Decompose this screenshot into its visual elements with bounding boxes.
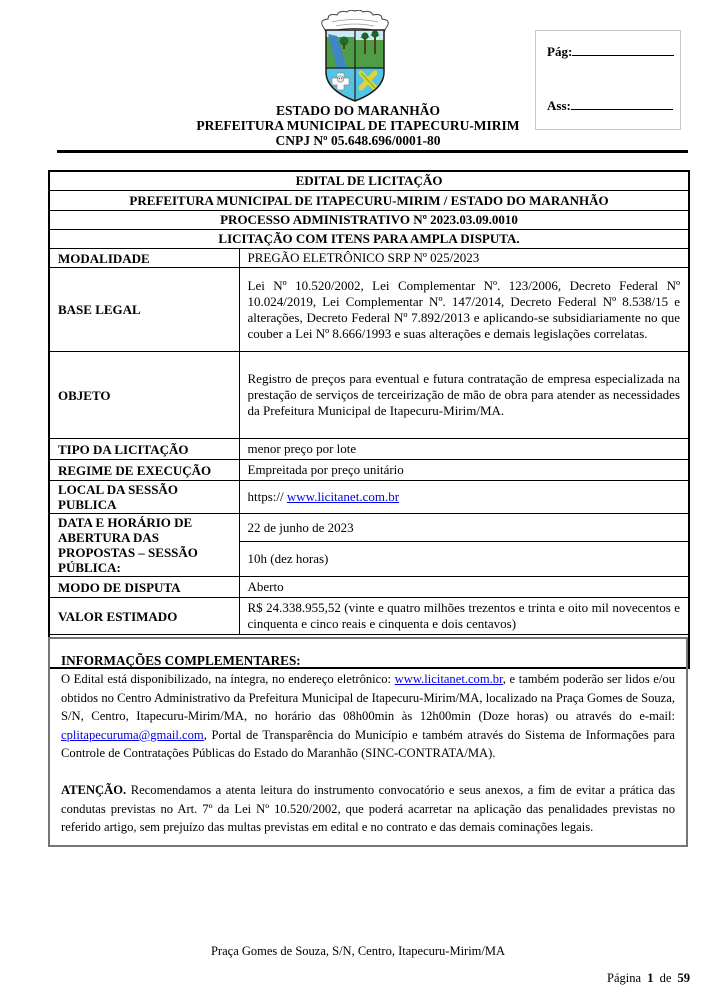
letterhead-state: ESTADO DO MARANHÃO: [275, 103, 440, 118]
table-title-ampla-disputa: LICITAÇÃO COM ITENS PARA AMPLA DISPUTA.: [49, 230, 689, 249]
data-horario-label: DATA E HORÁRIO DE ABERTURA DAS PROPOSTAS – SESSÃO PÚBLICA:: [49, 514, 239, 577]
page-signature-box: [535, 30, 681, 130]
footer-address: Praça Gomes de Souza, S/N, Centro, Itapecuru-Mirim/MA: [210, 944, 506, 958]
letterhead-cnpj: CNPJ Nº 05.648.696/0001-80: [275, 133, 441, 148]
letterhead-city: PREFEITURA MUNICIPAL DE ITAPECURU-MIRIM: [196, 118, 520, 133]
attention-label: ATENÇÃO.: [61, 782, 127, 797]
table-title-edital: EDITAL DE LICITAÇÃO: [49, 171, 689, 191]
pag-field: [547, 43, 674, 60]
informacoes-complementares-box: [48, 637, 688, 847]
licitanet-link[interactable]: www.licitanet.com.br: [286, 489, 400, 504]
tipo-licitacao-value: menor preço por lote: [239, 439, 689, 460]
header-rule: [57, 150, 688, 153]
data-abertura-value: 22 de junho de 2023: [239, 514, 689, 542]
email-link[interactable]: cplitapecuruma@gmail.com: [61, 727, 204, 742]
valor-estimado-label: VALOR ESTIMADO: [49, 598, 239, 635]
objeto-value: Registro de preços para eventual e futura contratação de empresa especializada na prestação de serviços de terceirização de mão de obra para atender as necessidades da Prefeitura Municipal de Itapecuru-Mirim/MA.: [239, 352, 689, 439]
local-sessao-value: [239, 481, 689, 514]
tipo-licitacao-label: TIPO DA LICITAÇÃO: [49, 439, 239, 460]
info-paragraph: [61, 670, 675, 763]
info-text-3: , Portal de Transparência do Município e também através do Sistema de Informações para Controle de Contratações Públicas do Estado do Maranhão (SINC-CONTRATA/MA).: [61, 727, 675, 761]
info-box-title: INFORMAÇÕES COMPLEMENTARES:: [61, 653, 301, 668]
edital-summary-table: [48, 170, 690, 669]
horario-abertura-value: 10h (dez horas): [239, 542, 689, 577]
attention-paragraph: [61, 781, 675, 837]
info-text-1: O Edital está disponibilizado, na íntegra, no endereço eletrônico:: [61, 672, 395, 686]
ass-blank-line: [571, 97, 673, 110]
table-title-processo: PROCESSO ADMINISTRATIVO Nº 2023.03.09.0010: [49, 211, 689, 230]
ass-field: [547, 97, 673, 114]
regime-execucao-value: Empreitada por preço unitário: [239, 460, 689, 481]
local-sessao-label: LOCAL DA SESSÃO PUBLICA: [49, 481, 239, 514]
page-of-word: de: [659, 971, 672, 985]
table-title-prefeitura: PREFEITURA MUNICIPAL DE ITAPECURU-MIRIM / ESTADO DO MARANHÃO: [49, 191, 689, 211]
page-total: 59: [677, 971, 690, 985]
pag-blank-line: [572, 43, 674, 56]
objeto-label: OBJETO: [49, 352, 239, 439]
valor-estimado-value: R$ 24.338.955,52 (vinte e quatro milhões trezentos e trinta e oito mil novecentos e cinquenta e cinco reais e cinquenta e dois centavos): [239, 598, 689, 635]
local-sessao-prefix: https://: [247, 489, 287, 504]
attention-text: Recomendamos a atenta leitura do instrumento convocatório e seus anexos, a fim de evitar a prática das condutas previstas no Art. 7º da Lei Nº 10.520/2002, que poderá acarretar na aplicação das penalidades previstas no referido artigo, sem prejuízo das multas previstas em edital e no contrato e das demais cominações legais.: [61, 782, 675, 835]
base-legal-value: Lei Nº 10.520/2002, Lei Complementar Nº. 123/2006, Decreto Federal Nº 10.024/2019, Lei Complementar Nº. 147/2014, Decreto Federal Nº 8.538/15 e alterações, Decreto Federal Nº 7.892/2013 e aplicando-se subsidiariamente no que couber a Lei Nº 8.666/1993 e suas alterações e demais legislações correlatas.: [239, 268, 689, 352]
licitanet-link-2[interactable]: www.licitanet.com.br: [394, 672, 503, 686]
page-word: Página: [607, 971, 642, 985]
ass-label: Ass:: [547, 98, 571, 113]
modalidade-label: MODALIDADE: [49, 249, 239, 268]
page-number: [607, 971, 690, 986]
page-current: 1: [647, 971, 654, 985]
modo-disputa-value: Aberto: [239, 577, 689, 598]
regime-execucao-label: REGIME DE EXECUÇÃO: [49, 460, 239, 481]
info-text-2: , e também poderão ser lidos e/ou obtidos no Centro Administrativo da Prefeitura Municipal de Itapecuru-Mirim/MA, localizado na Praça Gomes de Souza, S/N, Centro, Itapecuru-Mirim/MA, no horário das 08h00min às 12h00min (Doze horas) ou através do e-mail:: [61, 672, 675, 724]
pag-label: Pág:: [547, 44, 573, 59]
modalidade-value: PREGÃO ELETRÔNICO SRP Nº 025/2023: [239, 249, 689, 268]
base-legal-label: BASE LEGAL: [49, 268, 239, 352]
coat-of-arms-icon: [316, 10, 394, 104]
modo-disputa-label: MODO DE DISPUTA: [49, 577, 239, 598]
